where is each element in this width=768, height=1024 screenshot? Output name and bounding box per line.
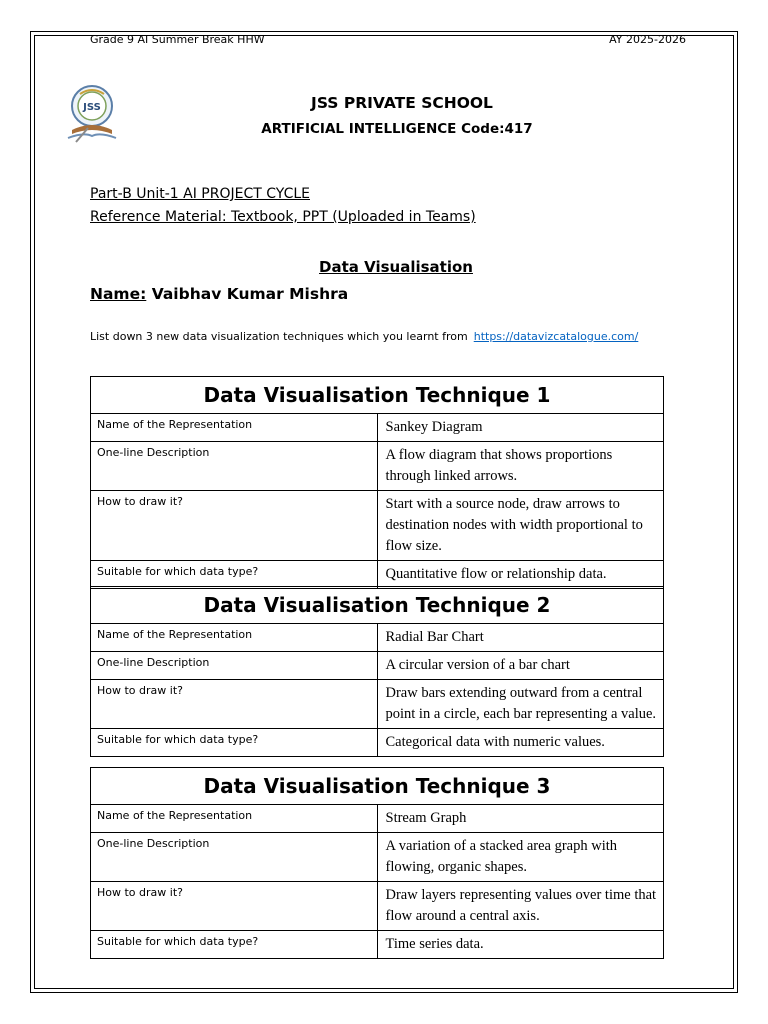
table-row (91, 882, 664, 931)
row-label: One-line Description (91, 652, 378, 680)
table-row (91, 729, 664, 757)
instruction (90, 330, 638, 343)
row-value: Categorical data with numeric values. (377, 729, 664, 757)
row-label: Name of the Representation (91, 624, 378, 652)
table-row (91, 491, 664, 561)
table-row (91, 624, 664, 652)
table-row (91, 805, 664, 833)
student-name: Vaibhav Kumar Mishra (151, 285, 349, 303)
header-grade: Grade 9 AI Summer Break HHW (90, 33, 265, 46)
student-name-line (90, 285, 348, 303)
row-value: A variation of a stacked area graph with flowing, organic shapes. (377, 833, 664, 882)
row-label: Name of the Representation (91, 805, 378, 833)
table-row (91, 680, 664, 729)
row-value: Start with a source node, draw arrows to destination nodes with width proportional to flow size. (377, 491, 664, 561)
row-value: Stream Graph (377, 805, 664, 833)
row-label: Suitable for which data type? (91, 729, 378, 757)
row-label: Suitable for which data type? (91, 561, 378, 589)
row-value: Time series data. (377, 931, 664, 959)
row-value: Quantitative flow or relationship data. (377, 561, 664, 589)
row-label: Suitable for which data type? (91, 931, 378, 959)
table-row (91, 931, 664, 959)
row-label: How to draw it? (91, 680, 378, 729)
technique-table-3 (90, 767, 664, 959)
row-value: Sankey Diagram (377, 414, 664, 442)
svg-text:JSS: JSS (83, 102, 101, 113)
unit-title: Part-B Unit-1 AI PROJECT CYCLE (90, 186, 310, 202)
row-value: A flow diagram that shows proportions through linked arrows. (377, 442, 664, 491)
reference-material: Reference Material: Textbook, PPT (Uploaded in Teams) (90, 209, 476, 225)
row-value: Radial Bar Chart (377, 624, 664, 652)
row-label: One-line Description (91, 442, 378, 491)
row-label: Name of the Representation (91, 414, 378, 442)
table-row (91, 652, 664, 680)
table-row (91, 414, 664, 442)
school-logo (62, 82, 122, 146)
table-row (91, 442, 664, 491)
technique-heading: Data Visualisation Technique 2 (91, 587, 664, 624)
row-label: How to draw it? (91, 491, 378, 561)
instruction-text: List down 3 new data visualization techniques which you learnt from (90, 330, 468, 343)
header-year: AY 2025-2026 (609, 33, 686, 46)
row-label: How to draw it? (91, 882, 378, 931)
reference-link[interactable]: https://datavizcatalogue.com/ (473, 330, 639, 343)
row-label: One-line Description (91, 833, 378, 882)
row-value: Draw layers representing values over time that flow around a central axis. (377, 882, 664, 931)
document-title: Data Visualisation (319, 258, 473, 276)
school-name: JSS PRIVATE SCHOOL (311, 94, 493, 112)
subject-title: ARTIFICIAL INTELLIGENCE Code:417 (261, 121, 533, 137)
technique-heading: Data Visualisation Technique 3 (91, 768, 664, 805)
row-value: A circular version of a bar chart (377, 652, 664, 680)
table-row (91, 561, 664, 589)
table-row (91, 833, 664, 882)
technique-table-1 (90, 376, 664, 589)
name-label: Name: (90, 285, 147, 303)
technique-heading: Data Visualisation Technique 1 (91, 377, 664, 414)
row-value: Draw bars extending outward from a central point in a circle, each bar representing a value. (377, 680, 664, 729)
technique-table-2 (90, 586, 664, 757)
